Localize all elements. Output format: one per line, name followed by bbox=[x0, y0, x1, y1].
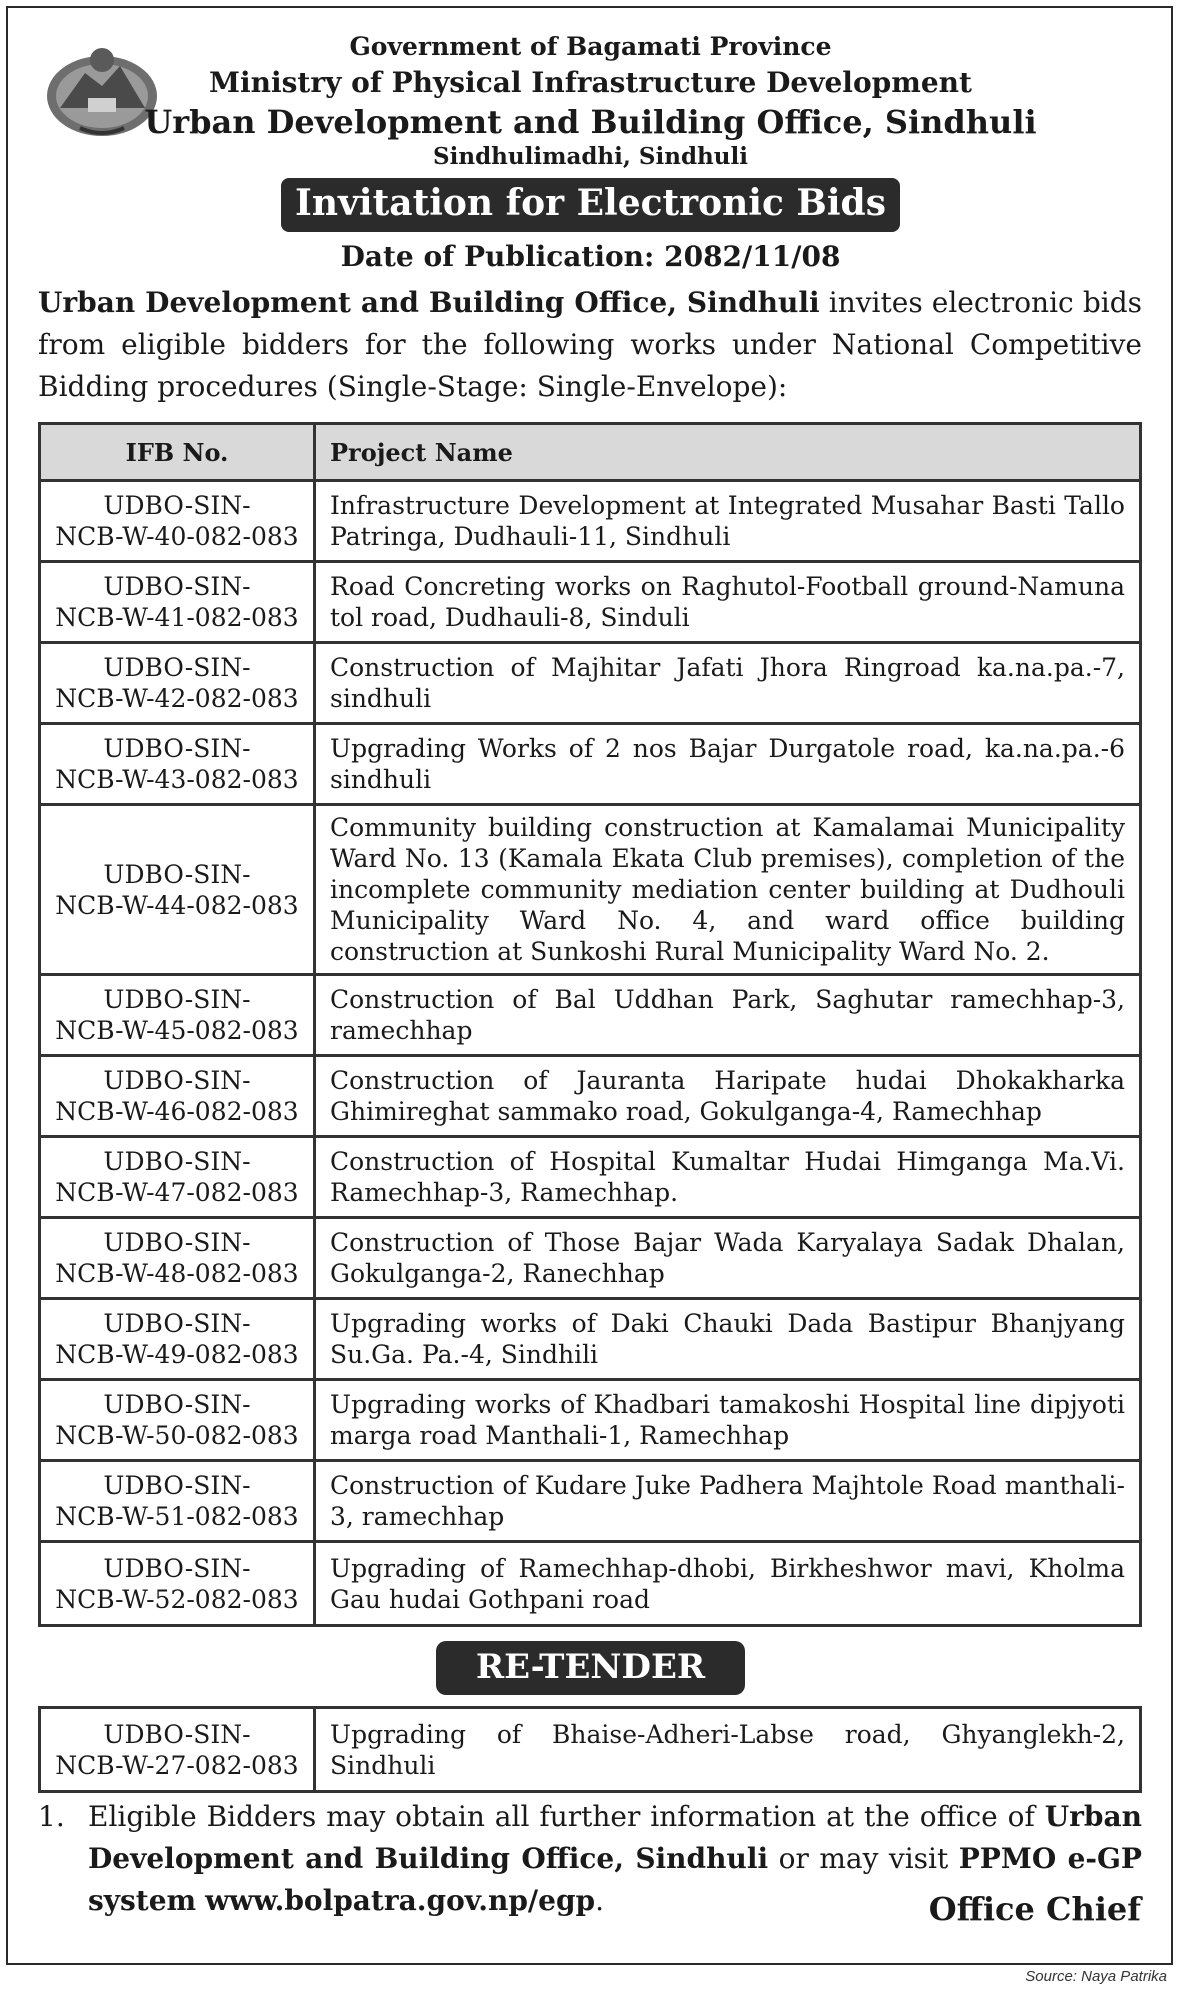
source-credit: Source: Naya Patrika bbox=[1025, 1968, 1167, 1985]
ifb-line-2: NCB-W-48-082-083 bbox=[55, 1259, 299, 1288]
ifb-line-1: UDBO-SIN- bbox=[103, 653, 251, 682]
ifb-line-1: UDBO-SIN- bbox=[103, 1390, 251, 1419]
ifb-cell bbox=[41, 806, 316, 976]
ifb-line-2: NCB-W-42-082-083 bbox=[55, 684, 299, 713]
table-row bbox=[41, 482, 1139, 563]
notice-banner: Invitation for Electronic Bids bbox=[281, 178, 900, 232]
table-row bbox=[41, 1709, 1139, 1790]
project-cell: Construction of Kudare Juke Padhera Majhtole Road manthali-3, ramechhap bbox=[316, 1462, 1139, 1543]
ifb-cell bbox=[41, 725, 316, 806]
ifb-line-1: UDBO-SIN- bbox=[103, 734, 251, 763]
intro-org: Urban Development and Building Office, Sindhuli bbox=[38, 286, 820, 319]
ministry-title: Ministry of Physical Infrastructure Development bbox=[209, 66, 972, 99]
table-row bbox=[41, 1057, 1139, 1138]
project-cell: Construction of Bal Uddhan Park, Saghutar ramechhap-3, ramechhap bbox=[316, 976, 1139, 1057]
intro-text: invites electronic bids from eligible bidders for the following works under National Competitive Bidding procedures (Single-Stage: Single-Envelope): bbox=[38, 286, 1142, 403]
ifb-line-2: NCB-W-52-082-083 bbox=[55, 1584, 299, 1614]
ifb-line-2: NCB-W-45-082-083 bbox=[55, 1016, 299, 1045]
ifb-line-1: UDBO-SIN- bbox=[103, 572, 251, 601]
ifb-cell bbox=[41, 1462, 316, 1543]
ifb-cell bbox=[41, 1219, 316, 1300]
intro-paragraph bbox=[38, 282, 1142, 408]
ifb-cell bbox=[41, 1381, 316, 1462]
project-cell: Construction of Majhitar Jafati Jhora Ringroad ka.na.pa.-7, sindhuli bbox=[316, 644, 1139, 725]
ifb-cell bbox=[41, 976, 316, 1057]
ifb-line-1: UDBO-SIN- bbox=[103, 1147, 251, 1176]
office-title: Urban Development and Building Office, Sindhuli bbox=[144, 103, 1037, 141]
table-row bbox=[41, 644, 1139, 725]
ifb-line-2: NCB-W-46-082-083 bbox=[55, 1097, 299, 1126]
table-row bbox=[41, 563, 1139, 644]
header bbox=[0, 30, 1181, 274]
col-header-project: Project Name bbox=[316, 425, 1139, 482]
ifb-line-2: NCB-W-50-082-083 bbox=[55, 1421, 299, 1450]
note-url[interactable]: www.bolpatra.gov.np/egp bbox=[205, 1884, 596, 1917]
col-header-ifb: IFB No. bbox=[41, 425, 316, 482]
ifb-cell bbox=[41, 1138, 316, 1219]
ifb-line-2: NCB-W-27-082-083 bbox=[55, 1750, 299, 1780]
project-cell: Upgrading of Bhaise-Adheri-Labse road, Ghyanglekh-2, Sindhuli bbox=[330, 1719, 1125, 1780]
ifb-line-1: UDBO-SIN- bbox=[103, 1309, 251, 1338]
office-address: Sindhulimadhi, Sindhuli bbox=[433, 143, 748, 170]
table-row bbox=[41, 1543, 1139, 1624]
note-text-2: or may visit bbox=[768, 1842, 959, 1875]
note-number: 1. bbox=[38, 1800, 65, 1833]
ifb-cell bbox=[41, 1709, 316, 1790]
ifb-line-1: UDBO-SIN- bbox=[103, 859, 251, 889]
ifb-cell bbox=[41, 482, 316, 563]
note-system: PPMO e-GP system bbox=[88, 1842, 1142, 1917]
ifb-line-1: UDBO-SIN- bbox=[103, 1228, 251, 1257]
project-cell: Infrastructure Development at Integrated Musahar Basti Tallo Patringa, Dudhauli-11, Sindhuli bbox=[316, 482, 1139, 563]
table-row bbox=[41, 976, 1139, 1057]
project-cell: Construction of Hospital Kumaltar Hudai Himganga Ma.Vi. Ramechhap-3, Ramechhap. bbox=[316, 1138, 1139, 1219]
government-title: Government of Bagamati Province bbox=[349, 32, 832, 61]
table-row bbox=[41, 1219, 1139, 1300]
retender-table bbox=[38, 1706, 1142, 1793]
ifb-line-2: NCB-W-51-082-083 bbox=[55, 1502, 299, 1531]
table-row bbox=[41, 1300, 1139, 1381]
ifb-line-1: UDBO-SIN- bbox=[103, 985, 251, 1014]
table-row bbox=[41, 1381, 1139, 1462]
retender-banner: RE-TENDER bbox=[436, 1641, 745, 1695]
table-row bbox=[41, 806, 1139, 976]
project-cell: Upgrading Works of 2 nos Bajar Durgatole road, ka.na.pa.-6 sindhuli bbox=[316, 725, 1139, 806]
ifb-line-2: NCB-W-47-082-083 bbox=[55, 1178, 299, 1207]
ifb-line-1: UDBO-SIN- bbox=[103, 1066, 251, 1095]
note-text-1: Eligible Bidders may obtain all further information at the office of bbox=[88, 1800, 1045, 1833]
ifb-line-2: NCB-W-49-082-083 bbox=[55, 1340, 299, 1369]
ifb-cell bbox=[41, 563, 316, 644]
ifb-cell bbox=[41, 1057, 316, 1138]
ifb-line-2: NCB-W-44-082-083 bbox=[55, 890, 299, 920]
ifb-line-1: UDBO-SIN- bbox=[103, 1553, 251, 1583]
bids-table bbox=[38, 422, 1142, 1627]
project-cell: Community building construction at Kamalamai Municipality Ward No. 13 (Kamala Ekata Club premises), completion of the incomplete community mediation center building at Dudhouli Municipality Ward No. 4, and ward office building construction at Sunkoshi Rural Municipality Ward No. 2. bbox=[316, 806, 1139, 976]
ifb-line-1: UDBO-SIN- bbox=[103, 1719, 251, 1749]
signature: Office Chief bbox=[928, 1890, 1141, 1928]
ifb-line-1: UDBO-SIN- bbox=[103, 1471, 251, 1500]
publication-date: Date of Publication: 2082/11/08 bbox=[340, 240, 841, 273]
ifb-line-2: NCB-W-41-082-083 bbox=[55, 603, 299, 632]
note-org: Urban Development and Building Office, Sindhuli bbox=[88, 1800, 1142, 1875]
project-cell: Road Concreting works on Raghutol-Football ground-Namuna tol road, Dudhauli-8, Sinduli bbox=[316, 563, 1139, 644]
project-cell: Construction of Jauranta Haripate hudai Dhokakharka Ghimireghat sammako road, Gokulganga-4, Ramechhap bbox=[316, 1057, 1139, 1138]
ifb-line-1: UDBO-SIN- bbox=[103, 491, 251, 520]
table-row bbox=[41, 1462, 1139, 1543]
project-cell: Upgrading works of Khadbari tamakoshi Hospital line dipjyoti marga road Manthali-1, Ramechhap bbox=[316, 1381, 1139, 1462]
ifb-line-2: NCB-W-40-082-083 bbox=[55, 522, 299, 551]
project-cell: Construction of Those Bajar Wada Karyalaya Sadak Dhalan, Gokulganga-2, Ranechhap bbox=[316, 1219, 1139, 1300]
table-row bbox=[41, 1138, 1139, 1219]
note-end: . bbox=[595, 1884, 605, 1917]
ifb-cell bbox=[41, 644, 316, 725]
table-row bbox=[41, 725, 1139, 806]
project-cell: Upgrading works of Daki Chauki Dada Bastipur Bhanjyang Su.Ga. Pa.-4, Sindhili bbox=[316, 1300, 1139, 1381]
ifb-cell bbox=[41, 1300, 316, 1381]
retender-wrap bbox=[0, 1641, 1181, 1695]
ifb-line-2: NCB-W-43-082-083 bbox=[55, 765, 299, 794]
ifb-cell bbox=[41, 1543, 316, 1624]
project-cell: Upgrading of Ramechhap-dhobi, Birkheshwor mavi, Kholma Gau hudai Gothpani road bbox=[330, 1553, 1125, 1614]
